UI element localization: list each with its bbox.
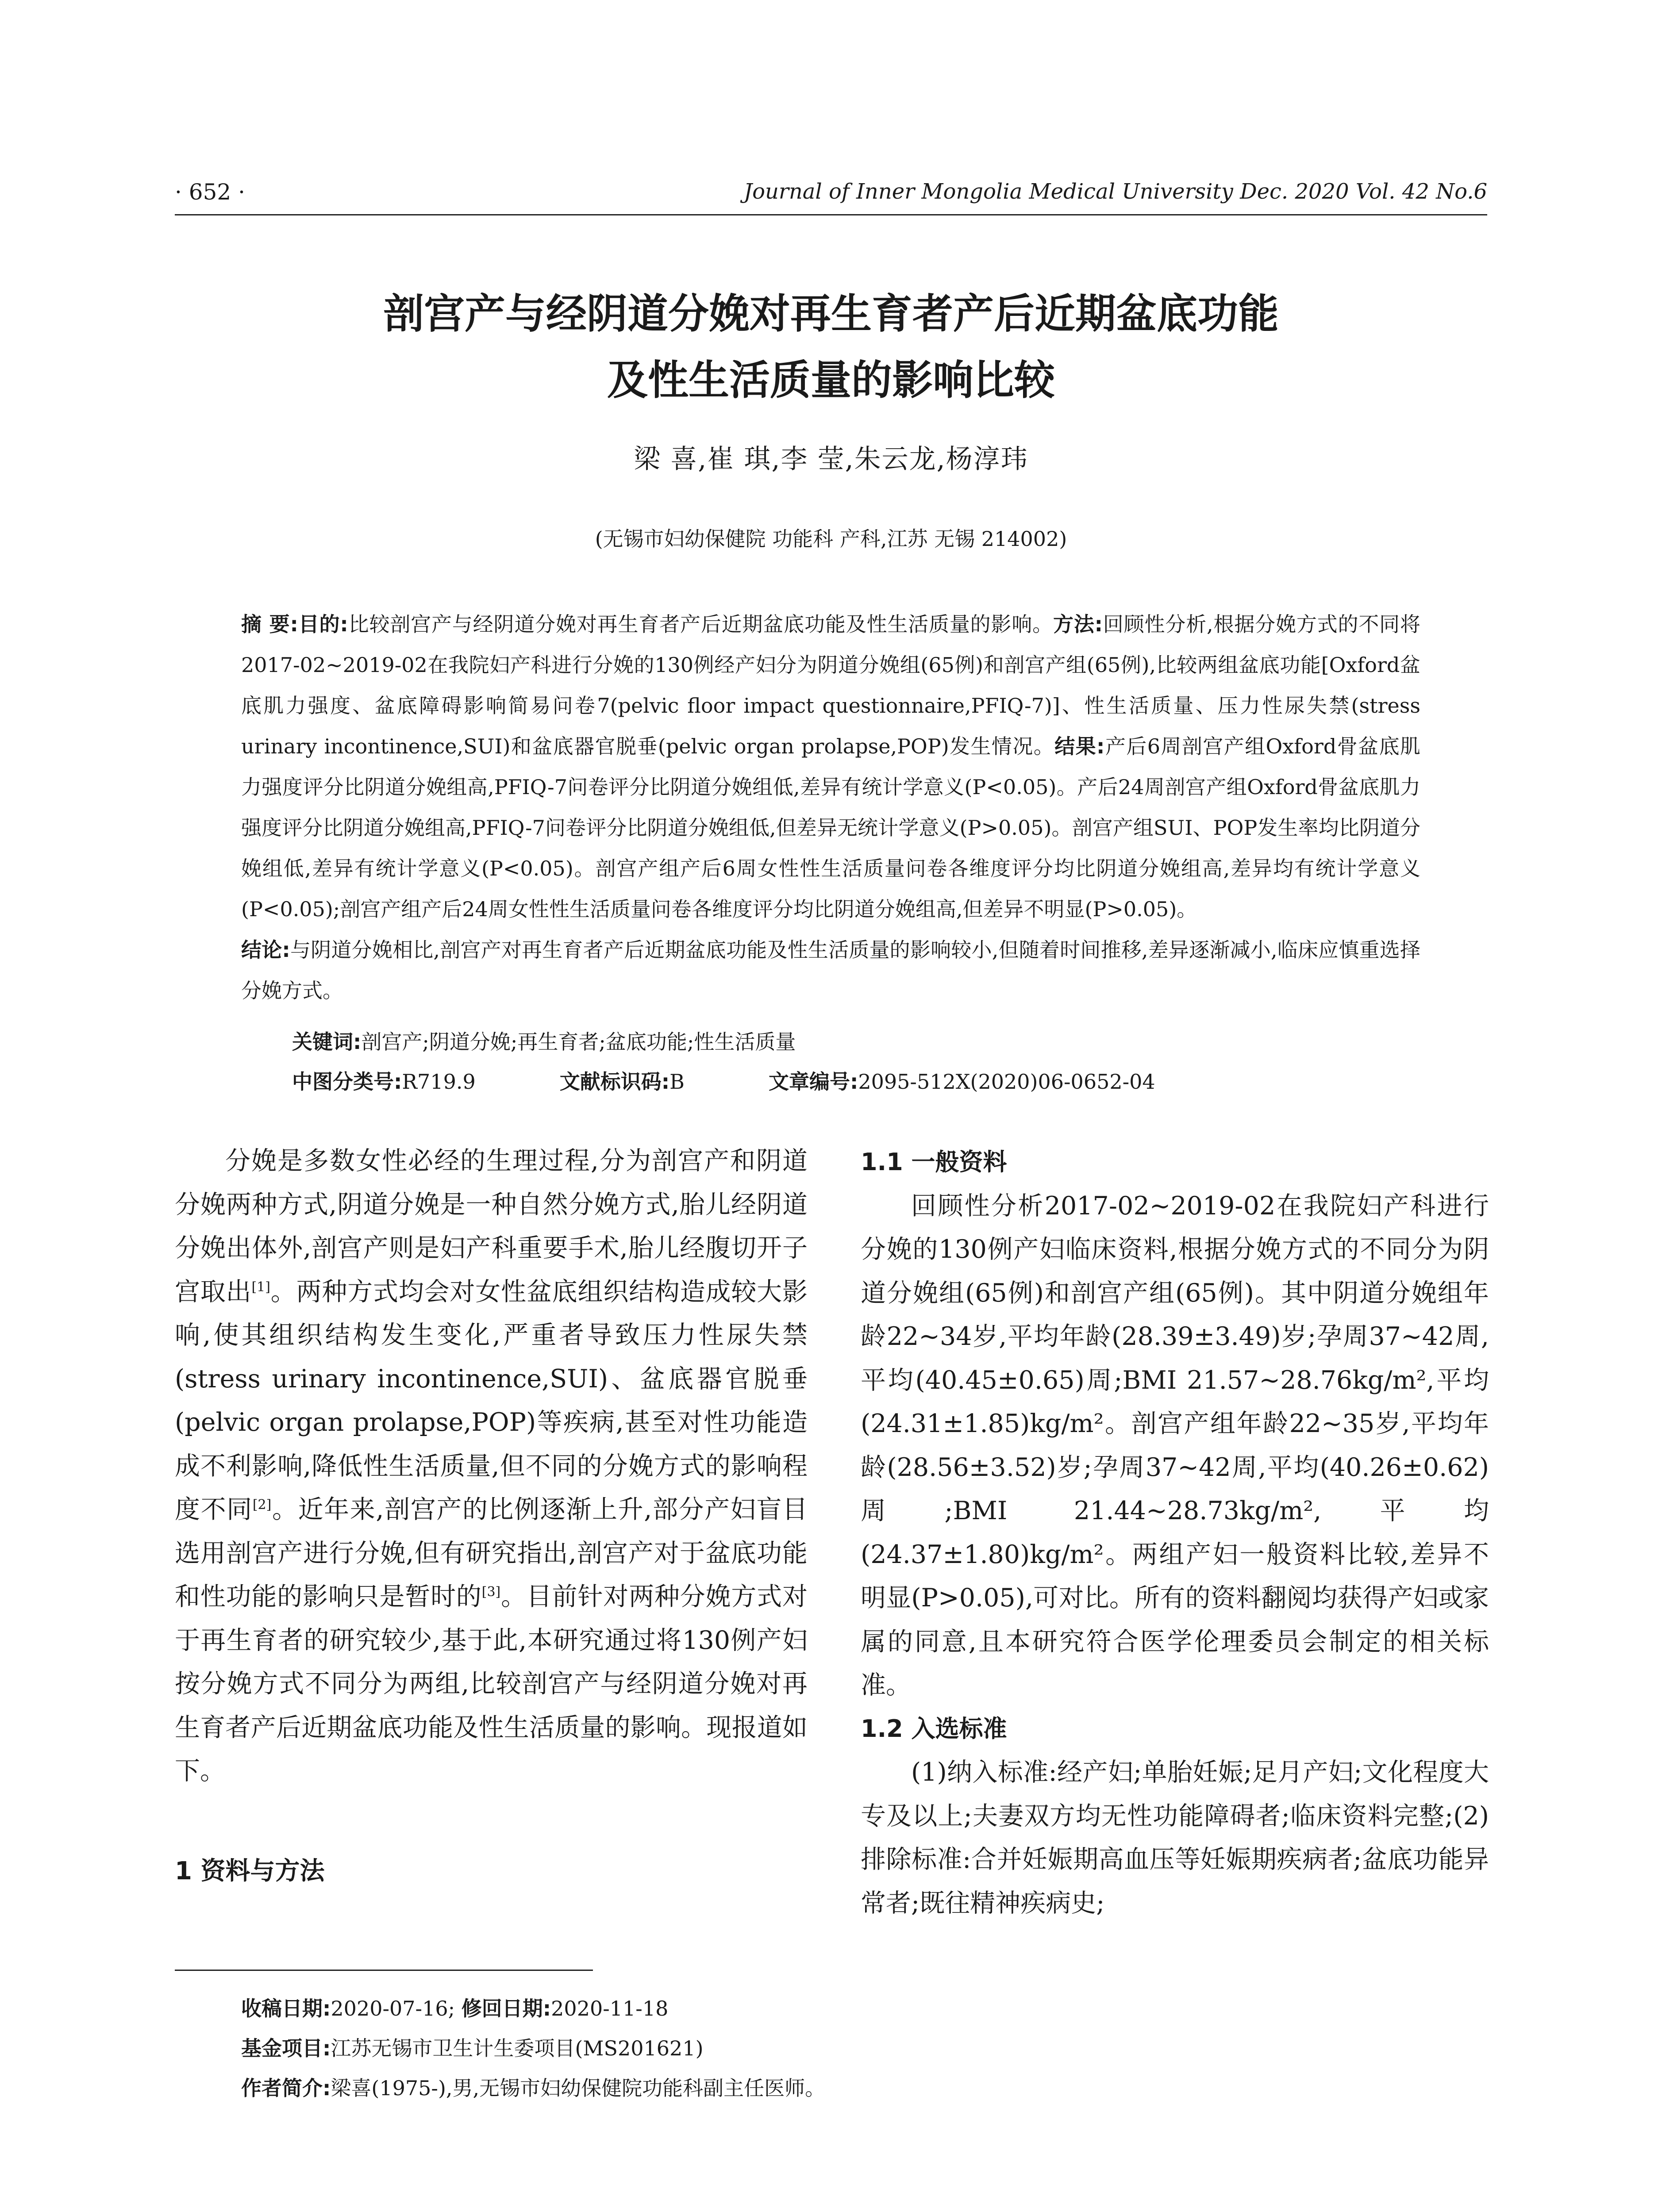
classification-line — [292, 1062, 1155, 1102]
body-column-left — [175, 1139, 808, 1793]
conclusion-label: 结论: — [241, 938, 290, 962]
title-line-2: 及性生活质量的影响比较 — [607, 357, 1055, 404]
affiliation: (无锡市妇幼保健院 功能科 产科,江苏 无锡 214002) — [595, 527, 1067, 551]
received-label: 收稿日期: — [241, 1997, 331, 2020]
footnote-author — [241, 2068, 825, 2108]
subsection-1-1-text: 1.1 一般资料 — [861, 1148, 1007, 1176]
objective-label: 目的: — [298, 612, 348, 636]
subsection-1-2-heading — [861, 1707, 1489, 1751]
intro-text-4: 。目前针对两种分娩方式对于再生育者的研究较少,基于此,本研究通过将130例产妇按分娩方式不同分为两组,比较剖宫产与经阴道分娩对再生育者产后近期盆底功能及性生活质量的影响。现报道如下。 — [175, 1582, 808, 1786]
subsection-1-2-paragraph: (1)纳入标准:经产妇;单胎妊娠;足月产妇;文化程度大专及以上;夫妻双方均无性功能障碍者;临床资料完整;(2)排除标准:合并妊娠期高血压等妊娠期疾病者;盆底功能异常者;既往精神疾病史; — [861, 1758, 1489, 1918]
revised-label: 修回日期: — [461, 1997, 551, 2020]
keywords-text: 剖宫产;阴道分娩;再生育者;盆底功能;性生活质量 — [361, 1030, 796, 1054]
intro-text-2: 。两种方式均会对女性盆底组织结构造成较大影响,使其组织结构发生变化,严重者导致压力性尿失禁(stress urinary incontinence,SUI)、盆底器官脱垂(pelvic organ prolapse,POP)等疾病,甚至对性功能造成不利影响,降低性生活质量,但不同的分娩方式的影响程度不同 — [175, 1277, 808, 1524]
citation-2: [2] — [252, 1497, 272, 1513]
author-bio-label: 作者简介: — [241, 2076, 331, 2100]
keywords — [292, 1022, 796, 1062]
article-title — [0, 281, 1662, 414]
revised-date: 2020-11-18 — [551, 1997, 669, 2020]
footnote-rule — [175, 1970, 593, 1971]
results-label: 结果: — [1054, 734, 1105, 758]
results-text: 产后6周剖宫产组Oxford骨盆底肌力强度评分比阴道分娩组高,PFIQ-7问卷评分比阴道分娩组低,差异有统计学意义(P<0.05)。产后24周剖宫产组Oxford骨盆底肌力强度评分比阴道分娩组高,PFIQ-7问卷评分比阴道分娩组低,但差异无统计学意义(P>0.05)。剖宫产组SUI、POP发生率均比阴道分娩组低,差异有统计学意义(P<0.05)。剖宫产组产后6周女性性生活质量问卷各维度评分均比阴道分娩组高,差异均有统计学意义(P<0.05);剖宫产组产后24周女性性生活质量问卷各维度评分均比阴道分娩组高,但差异不明显(P>0.05)。 — [241, 734, 1420, 921]
citation-1: [1] — [251, 1279, 270, 1295]
footnotes — [241, 1989, 825, 2108]
intro-paragraph — [175, 1139, 808, 1793]
clc-label: 中图分类号: — [292, 1070, 402, 1094]
subsection-1-1-heading — [861, 1141, 1489, 1184]
abstract — [241, 604, 1420, 1011]
doc-code-label: 文献标识码: — [559, 1070, 670, 1094]
page-number: · 652 · — [175, 179, 246, 205]
received-date: 2020-07-16; — [331, 1997, 455, 2020]
subsection-1-1-paragraph: 回顾性分析2017-02~2019-02在我院妇产科进行分娩的130例产妇临床资料,根据分娩方式的不同分为阴道分娩组(65例)和剖宫产组(65例)。其中阴道分娩组年龄22~34岁,平均年龄(28.39±3.49)岁;孕周37~42周,平均(40.45±0.65)周;BMI 21.57~28.76kg/m²,平均(24.31±1.85)kg/m²。剖宫产组年龄22~35岁,平均年龄(28.56±3.52)岁;孕周37~42周,平均(40.26±0.62)周;BMI 21.44~28.73kg/m²,平均(24.37±1.80)kg/m²。两组产妇一般资料比较,差异不明显(P>0.05),可对比。所有的资料翻阅均获得产妇或家属的同意,且本研究符合医学伦理委员会制定的相关标准。 — [861, 1191, 1489, 1700]
keywords-label: 关键词: — [292, 1030, 362, 1054]
title-line-1: 剖宫产与经阴道分娩对再生育者产后近期盆底功能 — [383, 290, 1279, 338]
fund-text: 江苏无锡市卫生计生委项目(MS201621) — [331, 2036, 704, 2060]
citation-3: [3] — [481, 1584, 501, 1600]
objective-text: 比较剖宫产与经阴道分娩对再生育者产后近期盆底功能及性生活质量的影响。 — [348, 612, 1053, 636]
intro-text-1: 分娩是多数女性必经的生理过程,分为剖宫产和阴道分娩两种方式,阴道分娩是一种自然分娩方式,胎儿经阴道分娩出体外,剖宫产则是妇产科重要手术,胎儿经腹切开子宫取出 — [175, 1146, 808, 1306]
methods-text: 回顾性分析,根据分娩方式的不同将2017-02~2019-02在我院妇产科进行分娩的130例经产妇分为阴道分娩组(65例)和剖宫产组(65例),比较两组盆底功能[Oxford盆底肌力强度、盆底障碍影响简易问卷7(pelvic floor impact questionnaire,PFIQ-7)]、性生活质量、压力性尿失禁(stress urinary incontinence,SUI)和盆底器官脱垂(pelvic organ prolapse,POP)发生情况。 — [241, 612, 1420, 758]
intro-text-3: 。近年来,剖宫产的比例逐渐上升,部分产妇盲目选用剖宫产进行分娩,但有研究指出,剖宫产对于盆底功能和性功能的影响只是暂时的 — [175, 1495, 808, 1611]
footnote-fund — [241, 2028, 825, 2068]
doc-code-value: B — [669, 1070, 685, 1094]
author-list: 梁 喜,崔 琪,李 莹,朱云龙,杨淳玮 — [634, 444, 1028, 475]
body-column-right — [861, 1141, 1489, 1925]
conclusion-text: 与阴道分娩相比,剖宫产对再生育者产后近期盆底功能及性生活质量的影响较小,但随着时间推移,差异逐渐减小,临床应慎重选择分娩方式。 — [241, 938, 1420, 1002]
section-heading-1: 1 资料与方法 — [175, 1857, 325, 1886]
journal-running-head: Journal of Inner Mongolia Medical University Dec. 2020 Vol. 42 No.6 — [743, 179, 1487, 204]
footnote-dates — [241, 1989, 825, 2028]
subsection-1-2-text: 1.2 入选标准 — [861, 1714, 1007, 1743]
abstract-label: 摘 要: — [241, 612, 298, 636]
header-rule — [175, 214, 1487, 215]
fund-label: 基金项目: — [241, 2036, 331, 2060]
article-number-label: 文章编号: — [768, 1070, 858, 1094]
article-number-value: 2095-512X(2020)06-0652-04 — [858, 1070, 1155, 1094]
author-bio-text: 梁喜(1975-),男,无锡市妇幼保健院功能科副主任医师。 — [331, 2076, 826, 2100]
clc-value: R719.9 — [402, 1070, 476, 1094]
methods-label: 方法: — [1053, 612, 1103, 636]
